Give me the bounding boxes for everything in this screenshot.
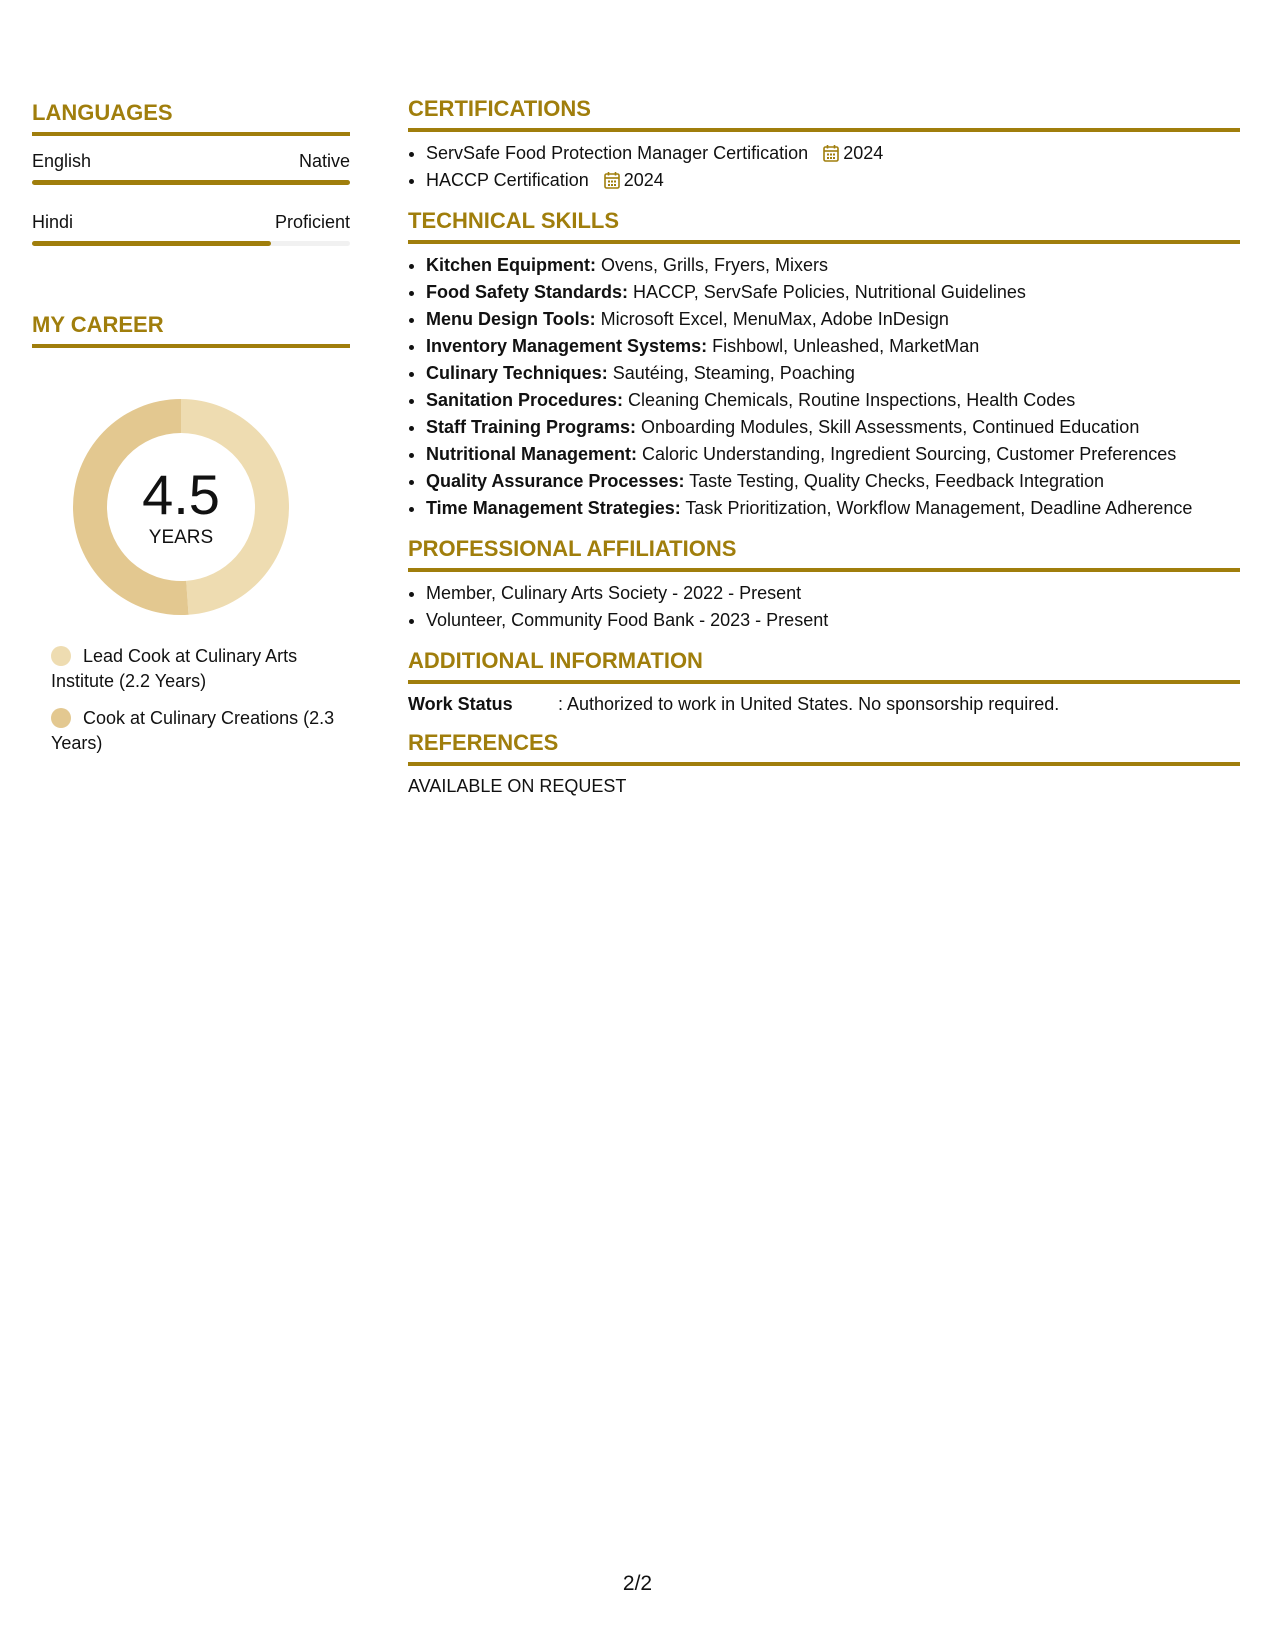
skill-value: HACCP, ServSafe Policies, Nutritional Guidelines: [628, 282, 1026, 302]
references-section: [408, 730, 1240, 797]
certification-year: 2024: [623, 170, 664, 190]
skill-item: [426, 495, 1240, 522]
affiliations-section: [408, 536, 1240, 634]
certifications-title: CERTIFICATIONS: [408, 96, 1240, 132]
languages-title: LANGUAGES: [32, 100, 350, 136]
legend-dot-icon: [51, 646, 71, 666]
skill-label: Menu Design Tools:: [426, 309, 596, 329]
skill-label: Quality Assurance Processes:: [426, 471, 685, 491]
language-name: English: [32, 151, 92, 171]
skill-item: [426, 414, 1240, 441]
language-level: Proficient: [274, 212, 350, 232]
technical-skills-section: [408, 208, 1240, 522]
skill-item: [426, 306, 1240, 333]
skill-item: [426, 333, 1240, 360]
skill-label: Nutritional Management:: [426, 444, 638, 464]
career-item-label: Lead Cook at Culinary Arts Institute (2.2 Years): [51, 646, 298, 691]
affiliation-item: • Volunteer, Community Food Bank - 2023 - Present: [426, 607, 1240, 634]
career-unit: YEARS: [148, 527, 214, 548]
skill-value: Task Prioritization, Workflow Management, Deadline Adherence: [680, 498, 1193, 518]
references-text: AVAILABLE ON REQUEST: [408, 776, 627, 796]
skill-value: Fishbowl, Unleashed, MarketMan: [707, 336, 980, 356]
skill-item: [426, 441, 1240, 468]
calendar-icon: [823, 144, 839, 162]
career-title: MY CAREER: [32, 312, 350, 348]
language-name: Hindi: [32, 212, 74, 232]
skill-value: Caloric Understanding, Ingredient Sourcing, Customer Preferences: [637, 444, 1177, 464]
certification-item: [426, 167, 1240, 194]
career-legend-item: [51, 644, 350, 694]
skill-label: Time Management Strategies:: [426, 498, 681, 518]
language-item: [32, 211, 350, 246]
language-bar: [32, 241, 350, 246]
skill-label: Staff Training Programs:: [426, 417, 637, 437]
career-legend-item: [51, 706, 350, 756]
work-status-label: Work Status: [408, 694, 513, 714]
skill-value: Ovens, Grills, Fryers, Mixers: [596, 255, 829, 275]
technical-skills-title: TECHNICAL SKILLS: [408, 208, 1240, 244]
skill-value: Cleaning Chemicals, Routine Inspections, Health Codes: [623, 390, 1076, 410]
skill-item: [426, 360, 1240, 387]
certification-item: [426, 140, 1240, 167]
affiliation-item: • Member, Culinary Arts Society - 2022 - Present: [426, 580, 1240, 607]
references-title: REFERENCES: [408, 730, 1240, 766]
language-level: Native: [298, 151, 350, 171]
additional-info-title: ADDITIONAL INFORMATION: [408, 648, 1240, 684]
right-column: [408, 96, 1240, 811]
skill-item: [426, 387, 1240, 414]
language-item: [32, 150, 350, 185]
legend-dot-icon: [51, 708, 71, 728]
skill-label: Sanitation Procedures:: [426, 390, 624, 410]
certifications-section: [408, 96, 1240, 194]
certification-year: 2024: [843, 143, 884, 163]
career-legend: [32, 644, 350, 756]
skill-label: Food Safety Standards:: [426, 282, 629, 302]
skill-item: [426, 252, 1240, 279]
career-donut-chart: [66, 392, 296, 622]
work-status-value: : Authorized to work in United States. No sponsorship required.: [558, 694, 1060, 714]
certification-name: HACCP Certification: [426, 170, 589, 190]
skill-item: [426, 279, 1240, 306]
career-total: 4.5: [142, 463, 220, 526]
career-item-label: Cook at Culinary Creations (2.3 Years): [51, 708, 335, 753]
page-number: 2/2: [622, 1572, 653, 1595]
skill-item: [426, 468, 1240, 495]
affiliations-title: PROFESSIONAL AFFILIATIONS: [408, 536, 1240, 572]
skill-value: Sautéing, Steaming, Poaching: [607, 363, 855, 383]
language-bar-fill: [32, 180, 350, 185]
language-bar-fill: [32, 241, 271, 246]
skill-value: Onboarding Modules, Skill Assessments, Continued Education: [636, 417, 1140, 437]
skill-label: Culinary Techniques:: [426, 363, 608, 383]
certification-name: ServSafe Food Protection Manager Certification: [426, 143, 809, 163]
skill-value: Microsoft Excel, MenuMax, Adobe InDesign: [595, 309, 949, 329]
skill-value: Taste Testing, Quality Checks, Feedback Integration: [684, 471, 1105, 491]
calendar-icon: [604, 171, 620, 189]
additional-info-section: [408, 648, 1240, 716]
skills-list: [408, 252, 1240, 522]
left-column: [32, 100, 350, 756]
skill-label: Inventory Management Systems:: [426, 336, 708, 356]
language-bar: [32, 180, 350, 185]
skill-label: Kitchen Equipment:: [426, 255, 596, 275]
